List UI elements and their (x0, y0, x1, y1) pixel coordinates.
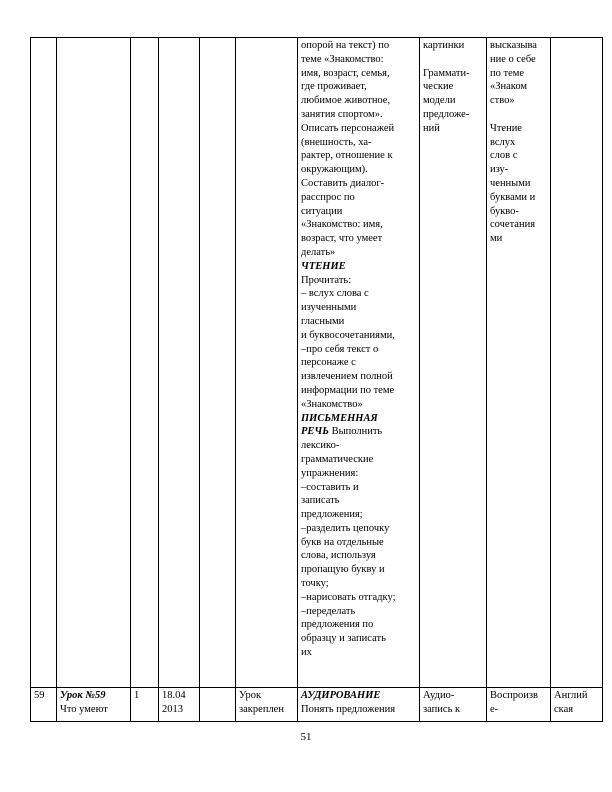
cell-lesson-type (236, 688, 298, 722)
text-line (301, 218, 417, 232)
cell-notes (551, 38, 603, 688)
text-fragment: ситуации (301, 205, 343, 217)
text-fragment: Прочитать: (301, 274, 352, 286)
text-line (301, 246, 417, 260)
text-fragment: Составить диалог- (301, 177, 385, 189)
text-fragment: предложения; (301, 509, 363, 521)
text-fragment: лексико- (301, 440, 340, 452)
text-line (301, 425, 417, 439)
cell-date-plan (159, 38, 200, 688)
cell-hours: 1 (131, 688, 159, 722)
text-line (423, 53, 484, 67)
text-fragment: занятия спортом». (301, 108, 383, 120)
text-line (301, 536, 417, 550)
cell-date-plan (159, 688, 200, 722)
text-line (301, 122, 417, 136)
text-line: картинки (423, 40, 465, 51)
page-number: 51 (300, 731, 312, 743)
text-line (301, 398, 417, 412)
text-line (301, 149, 417, 163)
text-line (301, 494, 417, 508)
text-line: вслух (490, 136, 516, 148)
cell-number: 59 (31, 688, 57, 722)
text-fragment: пропащую букву и (301, 564, 385, 576)
materials-line: запись к (423, 703, 461, 715)
text-line (301, 53, 417, 67)
text-fragment: ПИСЬМЕННАЯ (301, 412, 378, 424)
text-line (301, 522, 417, 536)
text-line (301, 563, 417, 577)
table-row (31, 688, 603, 722)
text-line (301, 67, 417, 81)
text-line: буквами и (490, 191, 536, 203)
text-fragment: гласными (301, 315, 345, 327)
text-fragment: точку; (301, 578, 329, 590)
text-fragment: окружающим). (301, 164, 368, 176)
text-line (301, 467, 417, 481)
text-line: сочетания (490, 219, 536, 231)
notes-line: ская (554, 703, 574, 715)
cell-lesson (57, 38, 131, 688)
text-fragment: (внешность, ха- (301, 136, 372, 148)
results-line: е- (490, 703, 499, 715)
activity-heading: АУДИРОВАНИЕ (301, 690, 381, 701)
text-fragment: букв на отдельные (301, 536, 384, 548)
text-fragment: – вслух слова с (301, 288, 369, 300)
text-fragment: –нарисовать отгадку; (301, 591, 396, 603)
text-fragment: теме «Знакомство: (301, 53, 384, 65)
text-line (301, 191, 417, 205)
cell-activities (298, 38, 420, 688)
text-line (301, 329, 417, 343)
text-line (301, 80, 417, 94)
text-line: «Знаком (490, 81, 528, 93)
text-line (301, 108, 417, 122)
cell-notes (551, 688, 603, 722)
text-line (301, 370, 417, 384)
text-line: слов с (490, 150, 518, 162)
text-line (301, 591, 417, 605)
table-row (31, 38, 603, 688)
text-fragment: Описать персонажей (301, 122, 395, 134)
text-line: по теме (490, 67, 525, 79)
text-fragment: упражнения: (301, 467, 359, 479)
text-fragment: слова, используя (301, 550, 376, 562)
cell-date-fact (200, 38, 236, 688)
text-line (490, 108, 548, 122)
materials-line: Аудио- (423, 690, 455, 701)
text-fragment: –разделить цепочку (301, 522, 390, 534)
text-line: предложе- (423, 108, 470, 120)
cell-materials (420, 38, 487, 688)
text-line: ний (423, 122, 440, 134)
text-line: букво- (490, 205, 519, 217)
text-fragment: персонаже с (301, 357, 356, 369)
text-line: ческие (423, 81, 454, 93)
text-line (301, 481, 417, 495)
text-line (301, 287, 417, 301)
text-fragment: любимое животное, (301, 95, 391, 107)
results-line: Воспроизв (490, 690, 539, 701)
text-fragment: ЧТЕНИЕ (301, 260, 346, 272)
text-line (301, 646, 417, 660)
text-line (301, 274, 417, 288)
text-line (301, 39, 417, 53)
text-line (301, 618, 417, 632)
text-line (301, 508, 417, 522)
text-fragment: имя, возраст, семья, (301, 67, 390, 79)
text-fragment: изученными (301, 302, 357, 314)
text-line (301, 301, 417, 315)
text-line: изу- (490, 164, 509, 176)
text-line (301, 356, 417, 370)
text-line (301, 177, 417, 191)
text-line (301, 605, 417, 619)
text-line (301, 136, 417, 150)
text-fragment: расспрос по (301, 191, 355, 203)
text-fragment: извлечением полной (301, 371, 393, 383)
text-line (301, 315, 417, 329)
text-line (301, 205, 417, 219)
text-fragment: записать (301, 495, 340, 507)
cell-results (487, 688, 551, 722)
text-line: ченными (490, 177, 531, 189)
cell-activities (298, 688, 420, 722)
notes-line: Англий (554, 690, 588, 701)
cell-date-fact (200, 688, 236, 722)
text-line: Чтение (490, 122, 522, 134)
text-fragment: предложения по (301, 619, 374, 631)
text-fragment: РЕЧЬ (301, 426, 329, 438)
text-fragment: образцу и записать (301, 633, 386, 645)
text-line: высказыва (490, 40, 537, 51)
text-fragment: грамматические (301, 453, 374, 465)
cell-hours (131, 38, 159, 688)
text-fragment: их (301, 647, 312, 659)
text-line: ми (490, 233, 503, 245)
text-fragment: возраст, что умеет (301, 233, 383, 245)
lesson-type-line: закреплен (239, 703, 284, 715)
text-fragment: –составить и (301, 481, 359, 493)
lesson-text: Что умеют (60, 703, 108, 715)
text-line (301, 163, 417, 177)
text-line (301, 453, 417, 467)
text-line (301, 439, 417, 453)
text-line (301, 260, 417, 274)
text-fragment: и буквосочетаниями, (301, 329, 395, 341)
text-line: ство» (490, 95, 515, 107)
text-fragment: –про себя текст о (301, 343, 379, 355)
lesson-title: Урок №59 (60, 690, 106, 701)
cell-lesson-type (236, 38, 298, 688)
text-fragment: опорой на текст) по (301, 40, 390, 51)
text-line: Граммати- (423, 67, 470, 79)
cell-results (487, 38, 551, 688)
text-line (301, 384, 417, 398)
text-fragment: «Знакомство» (301, 398, 363, 410)
text-fragment: информации по теме (301, 384, 395, 396)
text-line: ние о себе (490, 53, 536, 65)
text-line (301, 577, 417, 591)
text-fragment: рактер, отношение к (301, 150, 393, 162)
text-fragment: где проживает, (301, 81, 367, 93)
lesson-type-line: Урок (239, 690, 262, 701)
text-fragment: делать» (301, 246, 336, 258)
text-line (301, 232, 417, 246)
cell-number (31, 38, 57, 688)
text-fragment: Выполнить (328, 426, 383, 438)
text-fragment: «Знакомство: имя, (301, 219, 383, 231)
text-fragment: –переделать (301, 605, 356, 617)
text-line: модели (423, 95, 456, 107)
cell-lesson (57, 688, 131, 722)
lesson-plan-table (30, 37, 603, 722)
text-line (301, 549, 417, 563)
date-day: 18.04 (162, 690, 186, 701)
cell-materials (420, 688, 487, 722)
activity-text: Понять предложения (301, 703, 396, 715)
text-line (301, 632, 417, 646)
text-line (301, 412, 417, 426)
date-year: 2013 (162, 703, 183, 715)
text-line (301, 343, 417, 357)
text-line (301, 94, 417, 108)
